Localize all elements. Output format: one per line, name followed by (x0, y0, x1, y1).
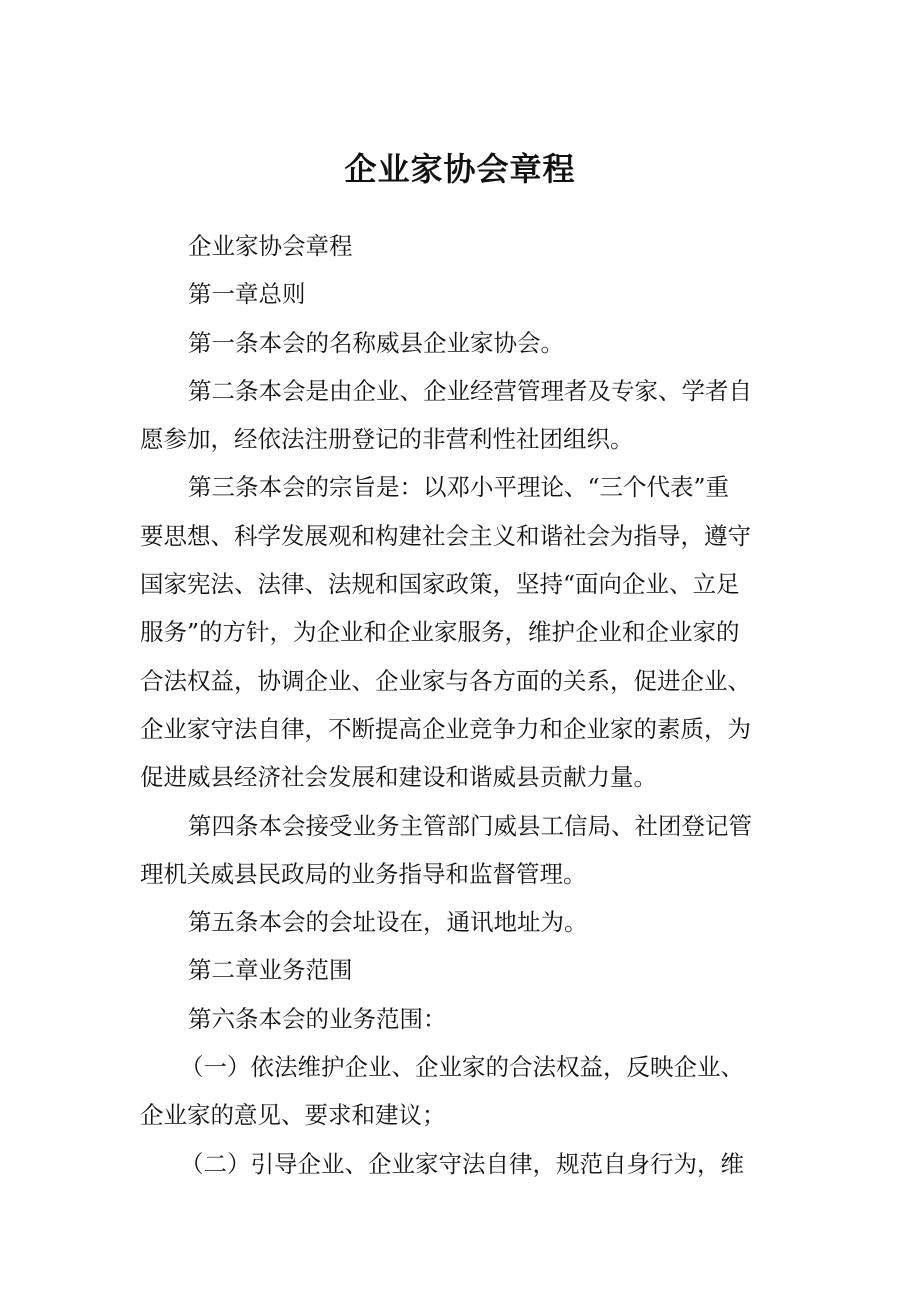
text-line: 第一条本会的名称威县企业家协会。 (188, 328, 564, 357)
text-line: （二）引导企业、企业家守法自律，规范自身行为，维 (180, 1149, 744, 1178)
chapter-heading: 第一章总则 (188, 280, 306, 309)
text-line: 第二条本会是由企业、企业经营管理者及专家、学者自 (188, 376, 752, 405)
text-line: 国家宪法、法律、法规和国家政策，坚持“面向企业、立足 (140, 570, 740, 599)
text-line: 第六条本会的业务范围： (188, 1004, 447, 1033)
text-line: 第三条本会的宗旨是：以邓小平理论、“三个代表”重 (188, 473, 730, 502)
chapter-heading: 第二章业务范围 (188, 956, 353, 985)
text-line: 愿参加，经依法注册登记的非营利性社团组织。 (140, 425, 634, 454)
text-line: 要思想、科学发展观和构建社会主义和谐社会为指导，遵守 (140, 521, 751, 550)
text-line: 企业家守法自律，不断提高企业竞争力和企业家的素质，为 (140, 714, 751, 743)
text-line: 合法权益，协调企业、企业家与各方面的关系，促进企业、 (140, 666, 751, 695)
text-line: 第四条本会接受业务主管部门威县工信局、社团登记管 (188, 811, 752, 840)
text-line: （一）依法维护企业、企业家的合法权益，反映企业、 (180, 1053, 744, 1082)
text-line: 服务”的方针，为企业和企业家服务，维护企业和企业家的 (140, 618, 740, 647)
text-line: 企业家协会章程 (188, 232, 353, 260)
document-title: 企业家协会章程 (344, 150, 576, 188)
text-line: 理机关威县民政局的业务指导和监督管理。 (140, 859, 587, 888)
text-line: 第五条本会的会址设在，通讯地址为。 (188, 908, 588, 937)
document-body (140, 222, 820, 1188)
text-line: 促进威县经济社会发展和建设和谐威县贡献力量。 (140, 763, 657, 792)
text-line: 企业家的意见、要求和建议； (140, 1101, 446, 1130)
